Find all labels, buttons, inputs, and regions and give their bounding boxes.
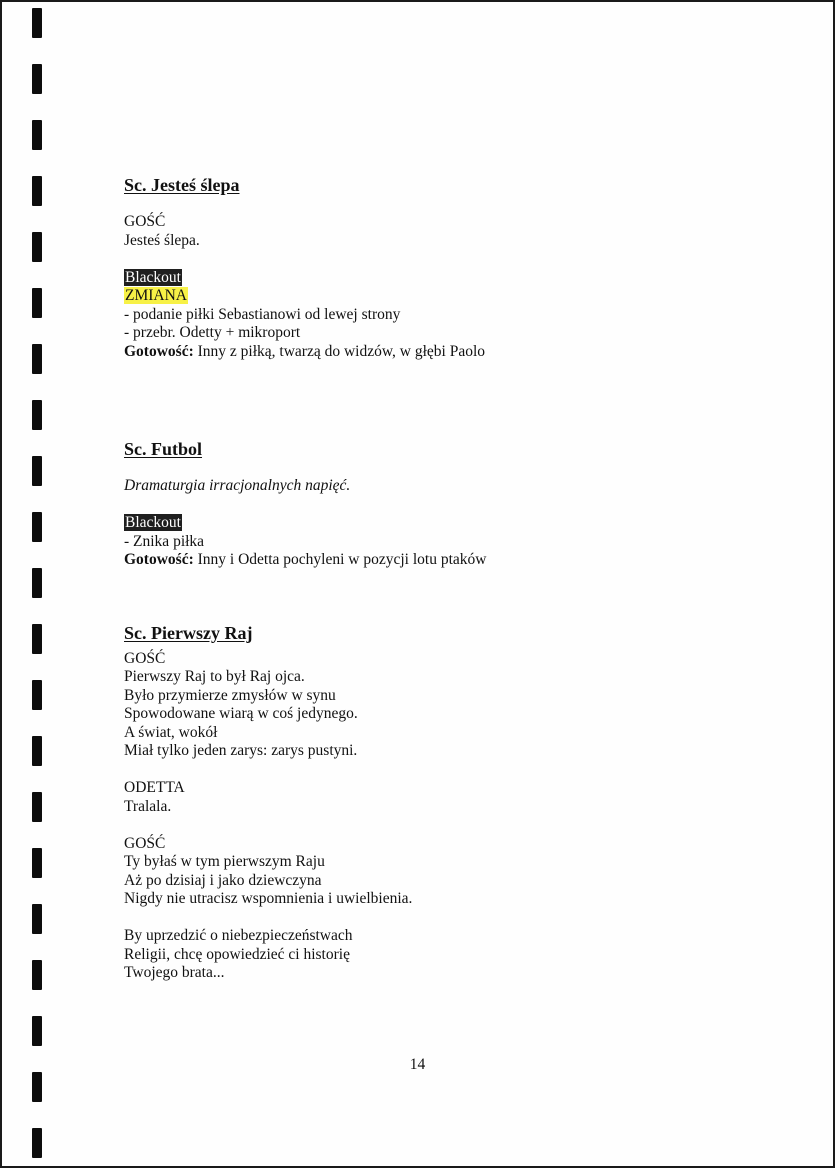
ready-line: [124, 551, 764, 570]
speaker-name: GOŚĆ: [124, 213, 166, 230]
scene-title: Sc. Futbol: [124, 439, 203, 459]
ready-text: Inny z piłką, twarzą do widzów, w głębi Paolo: [193, 342, 486, 360]
binding-hole: [32, 736, 42, 766]
blackout-cue: Blackout: [125, 514, 181, 531]
binding-hole: [32, 8, 42, 38]
dialogue-line: Miał tylko jeden zarys: zarys pustyni.: [124, 742, 358, 759]
change-cue: ZMIANA: [125, 287, 187, 304]
binding-hole: [32, 288, 42, 318]
binding-hole: [32, 960, 42, 990]
stage-note: - przebr. Odetty + mikroport: [124, 324, 301, 341]
ready-text: Inny i Odetta pochyleni w pozycji lotu ptaków: [193, 551, 487, 568]
binding-hole: [32, 176, 42, 206]
binding-hole: [32, 456, 42, 486]
scene-title: Sc. Jesteś ślepa: [124, 175, 240, 195]
stage-note: - Znika piłka: [124, 532, 205, 550]
page-number: 14: [409, 1056, 426, 1073]
binding-hole: [32, 1072, 42, 1102]
dialogue-line: Było przymierze zmysłów w synu: [124, 686, 336, 704]
dialogue-line: Religii, chcę opowiedzieć ci historię: [124, 945, 350, 963]
binding-hole: [32, 624, 42, 654]
binding-hole: [32, 232, 42, 262]
speaker-name: GOŚĆ: [124, 834, 166, 852]
binding-hole: [32, 680, 42, 710]
dialogue-line: Pierwszy Raj to był Raj ojca.: [124, 668, 305, 685]
binding-hole: [32, 120, 42, 150]
binding-hole: [32, 848, 42, 878]
binding-hole: [32, 1128, 42, 1158]
ready-line: [124, 343, 764, 362]
binding-hole: [32, 1016, 42, 1046]
dialogue-line: By uprzedzić o niebezpieczeństwach: [124, 927, 353, 944]
scene-title: Sc. Pierwszy Raj: [124, 622, 253, 643]
binding-hole: [32, 904, 42, 934]
binding-hole: [32, 400, 42, 430]
dialogue-line: Tralala.: [124, 797, 172, 815]
speaker-name: ODETTA: [124, 779, 185, 796]
ready-label: Gotowość:: [124, 342, 194, 360]
scene-futbol: [124, 438, 764, 570]
dialogue-line: Spowodowane wiarą w coś jedynego.: [124, 705, 358, 722]
binding-holes: [28, 2, 48, 1166]
scene-pierwszy-raj: [124, 622, 764, 983]
binding-hole: [32, 792, 42, 822]
dialogue-line: Twojego brata...: [124, 964, 225, 981]
binding-hole: [32, 568, 42, 598]
speaker-name: GOŚĆ: [124, 649, 166, 667]
dialogue-line: Ty byłaś w tym pierwszym Raju: [124, 853, 325, 870]
dialogue-line: Nigdy nie utracisz wspomnienia i uwielbienia.: [124, 890, 413, 907]
ready-label: Gotowość:: [124, 551, 194, 568]
scene-jestes-slepa: [124, 174, 764, 361]
script-content: [124, 174, 764, 983]
binding-hole: [32, 512, 42, 542]
blackout-cue: Blackout: [125, 268, 181, 286]
binding-hole: [32, 64, 42, 94]
dialogue-line: Jesteś ślepa.: [124, 231, 200, 249]
stage-note: - podanie piłki Sebastianowi od lewej strony: [124, 305, 401, 323]
dialogue-line: Aż po dzisiaj i jako dziewczyna: [124, 871, 322, 889]
binding-hole: [32, 344, 42, 374]
dialogue-line: A świat, wokół: [124, 723, 218, 741]
stage-direction: Dramaturgia irracjonalnych napięć.: [124, 477, 351, 494]
